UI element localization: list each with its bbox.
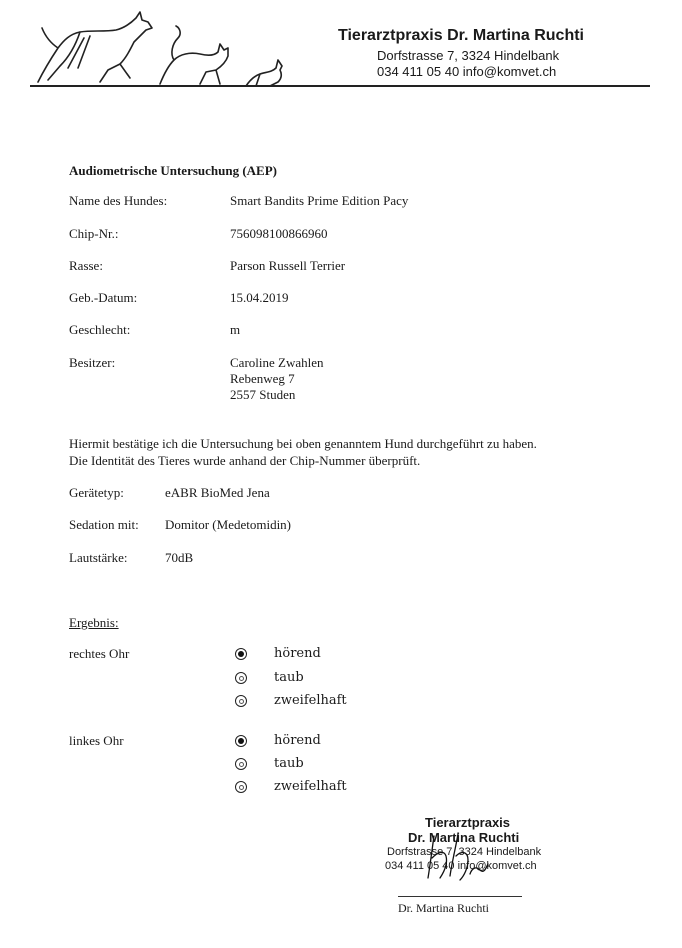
equipment-value-volume: 70dB (165, 550, 194, 565)
equipment-value-sedation: Domitor (Medetomidin) (165, 517, 292, 532)
option-left-zweifelhaft: zweifelhaft (274, 779, 347, 794)
equipment-label-volume: Lautstärke: (69, 550, 128, 565)
stamp-line-2: Dr. Martina Ruchti (408, 830, 520, 845)
radio-left-hoerend (235, 735, 247, 747)
option-left-hoerend: hörend (274, 733, 321, 748)
stamp-line-1: Tierarztpraxis (425, 815, 511, 830)
signature-name: Dr. Martina Ruchti (398, 901, 489, 915)
result-title: Ergebnis: (69, 615, 119, 630)
practice-address: Dorfstrasse 7, 3324 Hindelbank (377, 48, 560, 63)
field-label-sex: Geschlecht: (69, 322, 131, 337)
field-label-owner: Besitzer: (69, 355, 116, 370)
option-left-taub: taub (274, 756, 304, 771)
document-title: Audiometrische Untersuchung (AEP) (69, 163, 277, 178)
option-right-taub: taub (274, 670, 304, 685)
signature-line (398, 896, 522, 897)
statement-line-1: Hiermit bestätige ich die Untersuchung bei oben genanntem Hund durchgeführt zu haben. (69, 436, 537, 451)
owner-name: Caroline Zwahlen (230, 355, 324, 370)
field-label-breed: Rasse: (69, 258, 103, 273)
result-ear-right: rechtes Ohr (69, 646, 130, 661)
header-divider (30, 85, 650, 87)
practice-contact: 034 411 05 40 info@komvet.ch (377, 64, 557, 79)
owner-street: Rebenweg 7 (230, 371, 295, 386)
field-label-birthdate: Geb.-Datum: (69, 290, 138, 305)
statement-line-2: Die Identität des Tieres wurde anhand der Chip-Nummer überprüft. (69, 453, 421, 468)
equipment-label-device: Gerätetyp: (69, 485, 124, 500)
radio-left-zweifelhaft (235, 781, 247, 793)
stamp-line-3: Dorfstrasse 7, 3324 Hindelbank (387, 846, 542, 858)
practice-name: Tierarztpraxis Dr. Martina Ruchti (338, 27, 584, 44)
field-value-breed: Parson Russell Terrier (230, 258, 346, 273)
result-ear-left: linkes Ohr (69, 733, 124, 748)
equipment-value-device: eABR BioMed Jena (165, 485, 270, 500)
equipment-label-sedation: Sedation mit: (69, 517, 139, 532)
field-value-birthdate: 15.04.2019 (230, 290, 289, 305)
handwritten-signature-icon (410, 828, 500, 888)
field-value-dog-name: Smart Bandits Prime Edition Pacy (230, 193, 409, 208)
radio-right-zweifelhaft (235, 695, 247, 707)
dog-cat-rabbit-logo-icon (30, 8, 290, 88)
field-value-sex: m (230, 322, 241, 337)
stamp-line-4: 034 411 05 40 info@komvet.ch (385, 860, 537, 872)
field-label-dog-name: Name des Hundes: (69, 193, 168, 208)
radio-left-taub (235, 758, 247, 770)
field-value-chip: 756098100866960 (230, 226, 328, 241)
field-label-chip: Chip-Nr.: (69, 226, 119, 241)
radio-right-hoerend (235, 648, 247, 660)
radio-right-taub (235, 672, 247, 684)
option-right-hoerend: hörend (274, 646, 321, 661)
option-right-zweifelhaft: zweifelhaft (274, 693, 347, 708)
owner-city: 2557 Studen (230, 387, 296, 402)
